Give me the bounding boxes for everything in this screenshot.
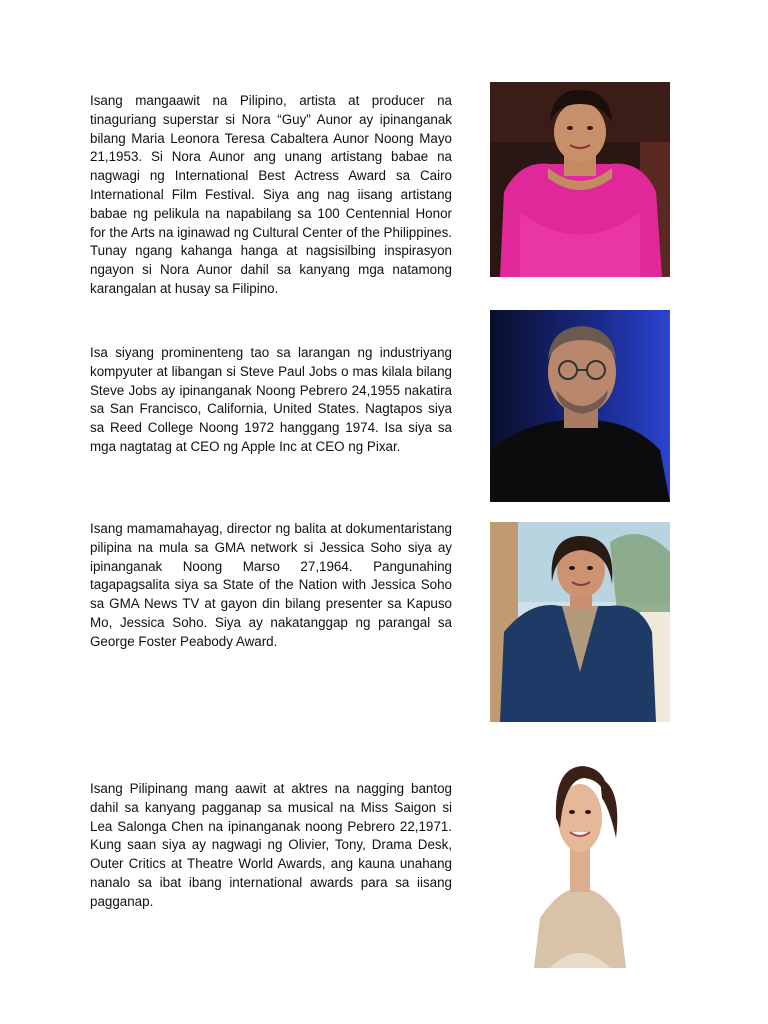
bio-paragraph-jessica-soho: Isang mamamahayag, director ng balita at dokumentaristang pilipina na mula sa GMA network si Jessica Soho siya ay ipinanganak Noong Marso 27,1964. Pangunahing tagapagsalita siya sa State of the Nation with Jessica Soho sa GMA News TV at gayon din bilang presenter sa Kapuso Mo, Jessica Soho. Siya ay nakatanggap ng parangal sa George Foster Peabody Award. xyxy=(90,521,452,649)
bio-paragraph-lea-salonga: Isang Pilipinang mang aawit at aktres na nagging bantog dahil sa kanyang pagganap sa musical na Miss Saigon si Lea Salonga Chen na ipinanganak noong Pebrero 22,1971. Kung saan siya ay nagwagi ng Olivier, Tony, Drama Desk, Outer Critics at Theatre World Awards, ang kauna unahang nanalo sa ibat ibang international awards para sa iisang pagganap. xyxy=(90,781,452,909)
bio-paragraph-steve-jobs: Isa siyang prominenteng tao sa larangan ng industriyang kompyuter at libangan si Steve Paul Jobs o mas kilala bilang Steve Jobs ay ipinanganak Noong Pebrero 24,1955 nakatira sa San Francisco, California, United States. Nagtapos siya sa Reed College Noong 1972 hanggang 1974. Isa siya sa mga nagtatag at CEO ng Apple Inc at CEO ng Pixar. xyxy=(90,345,452,454)
photo-lea-salonga xyxy=(530,738,630,968)
photo-jessica-soho xyxy=(490,522,670,722)
bio-paragraph-nora-aunor: Isang mangaawit na Pilipino, artista at producer na tinaguriang superstar si Nora “Guy” Aunor ay ipinanganak bilang Maria Leonora Teresa Cabaltera Aunor Noong Mayo 21,1953. Si Nora Aunor ang unang artistang babae na nagwagi ng International Best Actress Award sa Cairo International Film Festival. Siya ang nag iisang artistang babae ng pelikula na napabilang sa 100 Centennial Honor for the Arts na iginawad ng Cultural Center of the Philippines. Tunay ngang kahanga hanga at nagsisilbing inspirasyon ngayon si Nora Aunor dahil sa kanyang mga natamong karangalan at husay sa Filipino. xyxy=(90,93,452,296)
photo-steve-jobs xyxy=(490,310,670,502)
photo-nora-aunor xyxy=(490,82,670,277)
